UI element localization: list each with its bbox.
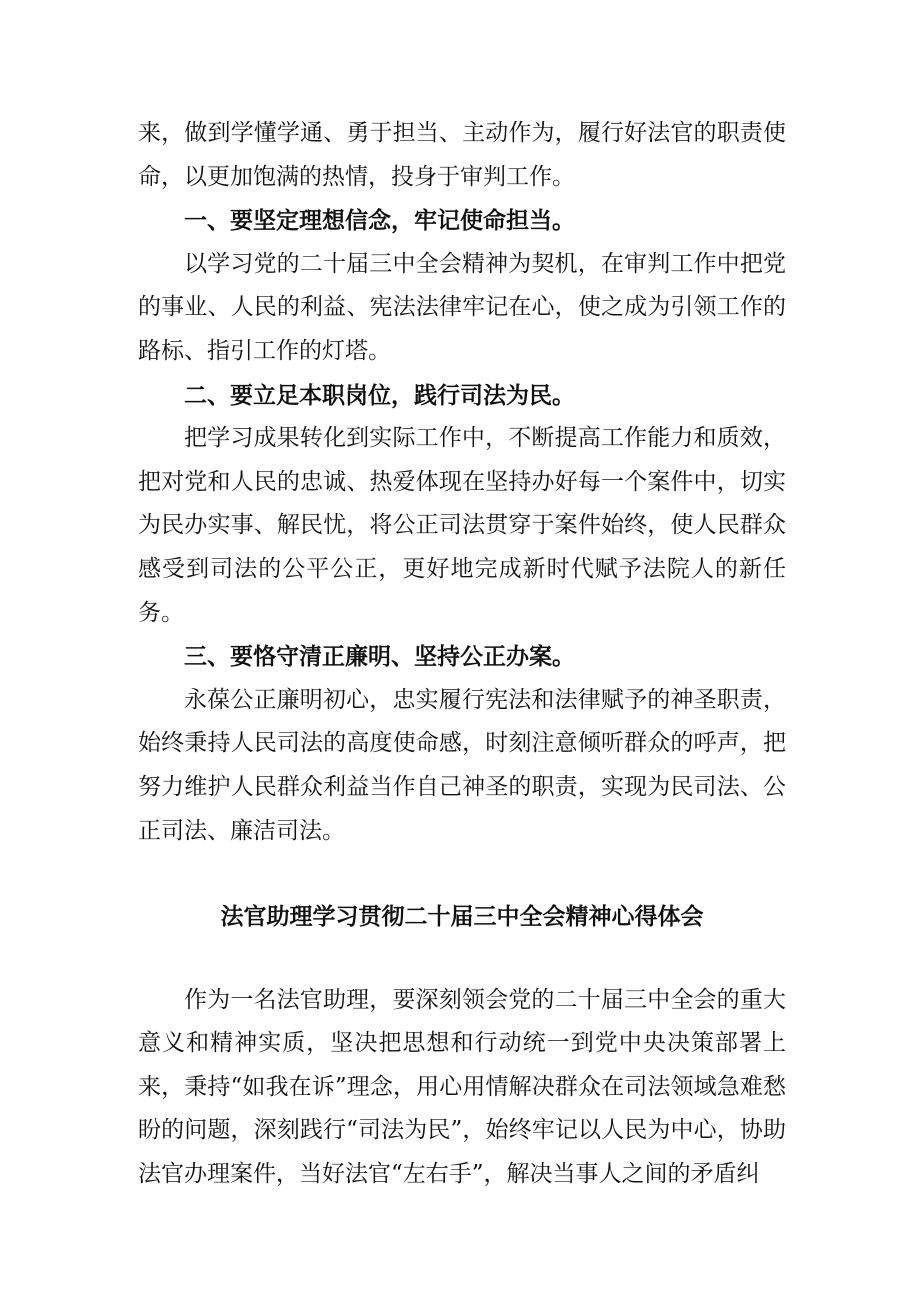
continuation-paragraph: 来，做到学懂学通、勇于担当、主动作为，履行好法官的职责使命，以更加饱满的热情，投身于审判工作。 bbox=[138, 120, 786, 190]
document-page bbox=[138, 112, 786, 1197]
point-3-heading: 三、要恪守清正廉明、坚持公正办案。 bbox=[184, 643, 575, 671]
title-spacer bbox=[138, 939, 786, 979]
section-spacer bbox=[138, 853, 786, 895]
article-title: 法官助理学习贯彻二十届三中全会精神心得体会 bbox=[220, 903, 704, 931]
point-1-heading: 一、要坚定理想信念，牢记使命担当。 bbox=[184, 207, 575, 235]
article-body-paragraph: 作为一名法官助理，要深刻领会党的二十届三中全会的重大意义和精神实质，坚决把思想和行动统一到党中央决策部署上来，秉持“如我在诉”理念，用心用情解决群众在司法领域急难愁盼的问题，深刻践行“司法为民”，始终牢记以人民为中心，协助法官办理案件，当好法官“左右手”，解决当事人之间的矛盾纠 bbox=[138, 986, 786, 1188]
point-3-body: 永葆公正廉明初心，忠实履行宪法和法律赋予的神圣职责，始终秉持人民司法的高度使命感，时刻注意倾听群众的呼声，把努力维护人民群众利益当作自己神圣的职责，实现为民司法、公正司法、廉洁司法。 bbox=[138, 686, 786, 844]
point-1-body: 以学习党的二十届三中全会精神为契机，在审判工作中把党的事业、人民的利益、宪法法律牢记在心，使之成为引领工作的路标、指引工作的灯塔。 bbox=[138, 250, 786, 364]
point-2-heading: 二、要立足本职岗位，践行司法为民。 bbox=[184, 381, 575, 409]
point-2-body: 把学习成果转化到实际工作中，不断提高工作能力和质效，把对党和人民的忠诚、热爱体现在坚持办好每一个案件中，切实为民办实事、解民忧，将公正司法贯穿于案件始终，使人民群众感受到司法的公平公正，更好地完成新时代赋予法院人的新任务。 bbox=[138, 425, 786, 626]
